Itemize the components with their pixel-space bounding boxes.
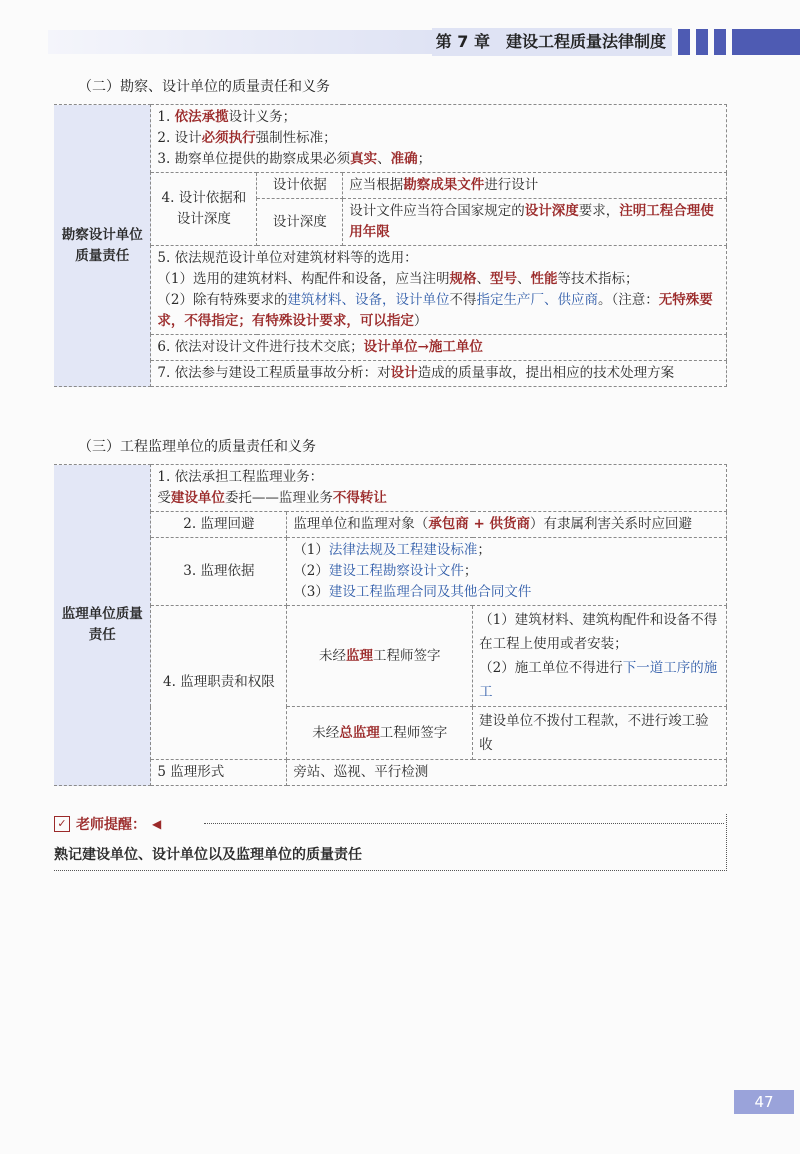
section-2-title: （二）勘察、设计单位的质量责任和义务 — [78, 79, 330, 95]
supervision-item-2-label: 2. 监理回避 — [151, 512, 287, 538]
supervision-item-5-label: 5 监理形式 — [151, 760, 287, 786]
supervision-item-2-value: 监理单位和监理对象（承包商 + 供货商）有隶属利害关系时应回避 — [287, 512, 727, 538]
arrow-left-icon: ◀ — [152, 817, 162, 831]
design-item-6: 6. 依法对设计文件进行技术交底；设计单位→施工单位 — [151, 335, 727, 361]
supervision-item-3-value: （1）法律法规及工程建设标准； （2）建设工程勘察设计文件； （3）建设工程监理合同及其他合同文件 — [287, 538, 727, 606]
supervision-engineer-key: 未经监理工程师签字 — [287, 606, 473, 707]
design-item-1: 1. 依法承揽设计义务； — [157, 109, 297, 125]
table-left-label: 勘察设计单位质量责任 — [54, 105, 151, 387]
chief-engineer-key: 未经总监理工程师签字 — [287, 707, 473, 760]
design-basis-value: 应当根据勘察成果文件进行设计 — [343, 173, 727, 199]
teacher-tip-text: 熟记建设单位、设计单位以及监理单位的质量责任 — [54, 847, 362, 863]
header-blocks — [678, 29, 800, 55]
design-basis-key: 设计依据 — [257, 173, 343, 199]
design-items-1-3 — [151, 105, 727, 173]
section-3-title: （三）工程监理单位的质量责任和义务 — [78, 439, 316, 455]
tip-divider — [204, 823, 724, 824]
supervision-item-5-value: 旁站、巡视、平行检测 — [287, 760, 727, 786]
teacher-tip-label: 老师提醒： — [76, 817, 146, 833]
page-number: 47 — [734, 1090, 794, 1114]
design-depth-value: 设计文件应当符合国家规定的设计深度要求，注明工程合理使用年限 — [343, 199, 727, 246]
design-depth-key: 设计深度 — [257, 199, 343, 246]
supervision-item-3-label: 3. 监理依据 — [151, 538, 287, 606]
supervision-responsibility-table — [54, 464, 727, 786]
design-item-5: 5. 依法规范设计单位对建筑材料等的选用： （1）选用的建筑材料、构配件和设备，应当注明规格、型号、性能等技术指标； （2）除有特殊要求的建筑材料、设备，设计单位不得指定生产厂、供应商。（注意：无特殊要求，不得指定；有特殊设计要求，可以指定） — [151, 246, 727, 335]
design-item-3: 3. 勘察单位提供的勘察成果必须真实、准确； — [157, 151, 432, 167]
teacher-tip-box — [54, 814, 727, 871]
table-left-label: 监理单位质量责任 — [54, 465, 151, 786]
design-item-4-label: 4. 设计依据和 设计深度 — [151, 173, 257, 246]
design-item-2: 2. 设计必须执行强制性标准； — [157, 130, 337, 146]
chapter-title: 第 7 章 建设工程质量法律制度 — [432, 28, 672, 56]
checkbox-icon: ✓ — [54, 816, 70, 832]
supervision-item-4-label: 4. 监理职责和权限 — [151, 606, 287, 760]
chief-engineer-value: 建设单位不拨付工程款，不进行竣工验收 — [473, 707, 727, 760]
supervision-item-1: 1. 依法承担工程监理业务： 受建设单位委托——监理业务不得转让 — [151, 465, 727, 512]
design-item-7: 7. 依法参与建设工程质量事故分析：对设计造成的质量事故，提出相应的技术处理方案 — [151, 361, 727, 387]
design-responsibility-table — [54, 104, 727, 387]
header-bar — [48, 30, 432, 54]
supervision-engineer-value: （1）建筑材料、建筑构配件和设备不得在工程上使用或者安装； （2）施工单位不得进行下一道工序的施工 — [473, 606, 727, 707]
